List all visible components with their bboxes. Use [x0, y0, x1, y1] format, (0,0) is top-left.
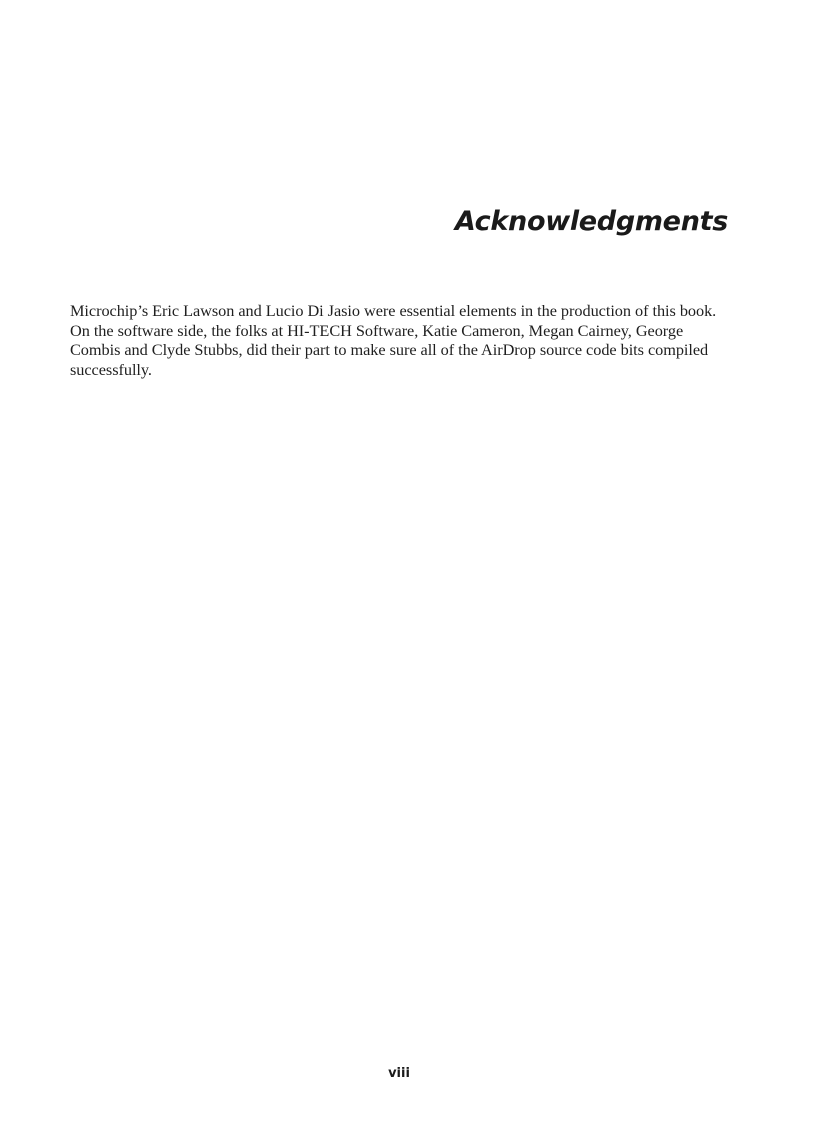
chapter-title: Acknowledgments — [454, 206, 728, 237]
page-number: viii — [388, 1066, 410, 1081]
acknowledgments-paragraph: Microchip’s Eric Lawson and Lucio Di Jasio were essential elements in the production of this book. On the software side, the folks at HI-TECH Software, Katie Cameron, Megan Cairney, George Combis and Clyde Stubbs, did their part to make sure all of the AirDrop source code bits compiled successfully. — [70, 301, 717, 380]
